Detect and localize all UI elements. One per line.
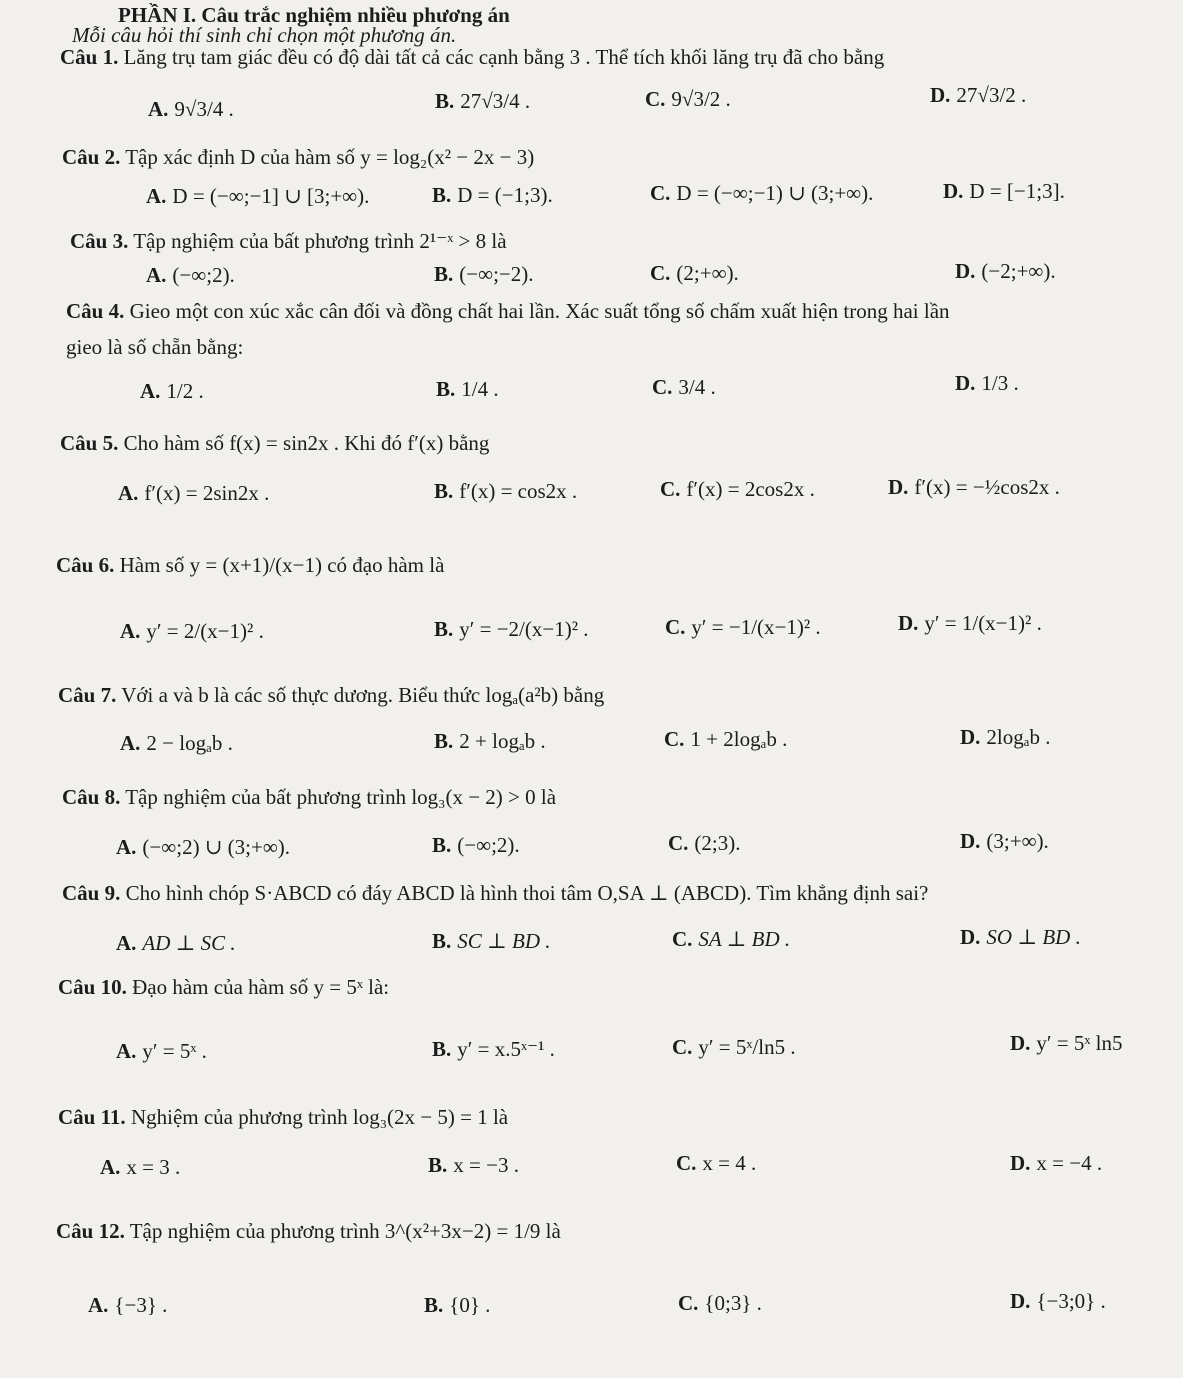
q1-option-c[interactable]: C. 9√3/2 . (645, 87, 731, 111)
q6-option-d[interactable]: D. y′ = 1/(x−1)² . (898, 611, 1042, 635)
q12-option-a[interactable]: A. {−3} . (88, 1293, 168, 1317)
q7-option-b[interactable]: B. 2 + logₐb . (434, 729, 546, 753)
question-4: Câu 4. Gieo một con xúc xắc cân đối và đồng chất hai lần. Xác suất tổng số chấm xuất hiện trong hai lần (66, 299, 950, 323)
q3-option-d[interactable]: D. (−2;+∞). (955, 259, 1056, 283)
q9-option-d[interactable]: D. SO ⊥ BD . (960, 925, 1081, 949)
q11-option-d[interactable]: D. x = −4 . (1010, 1151, 1103, 1175)
question-5: Câu 5. Cho hàm số f(x) = sin2x . Khi đó f′(x) bằng (60, 431, 490, 455)
q4-option-c[interactable]: C. 3/4 . (652, 375, 716, 399)
q7-option-c[interactable]: C. 1 + 2logₐb . (664, 727, 788, 751)
question-8: Câu 8. Tập nghiệm của bất phương trình log₃(x − 2) > 0 là (62, 785, 557, 809)
q8-option-d[interactable]: D. (3;+∞). (960, 829, 1049, 853)
q1-option-d[interactable]: D. 27√3/2 . (930, 83, 1027, 107)
q2-option-d[interactable]: D. D = [−1;3]. (943, 179, 1065, 203)
q2-option-b[interactable]: B. D = (−1;3). (432, 183, 553, 207)
q3-option-a[interactable]: A. (−∞;2). (146, 263, 235, 287)
q10-option-d[interactable]: D. y′ = 5ˣ ln5 (1010, 1031, 1123, 1055)
q2-option-a[interactable]: A. D = (−∞;−1] ∪ [3;+∞). (146, 184, 370, 208)
q11-option-c[interactable]: C. x = 4 . (676, 1151, 757, 1175)
part-heading: PHẦN I. Câu trắc nghiệm nhiều phương án (118, 3, 510, 27)
q1-option-b[interactable]: B. 27√3/4 . (435, 89, 531, 113)
question-10: Câu 10. Đạo hàm của hàm số y = 5ˣ là: (58, 975, 390, 999)
question-4-cont: gieo là số chẵn bằng: (66, 335, 244, 359)
q12-option-b[interactable]: B. {0} . (424, 1293, 491, 1317)
q1-option-a[interactable]: A. 9√3/4 . (148, 97, 234, 121)
q2-option-c[interactable]: C. D = (−∞;−1) ∪ (3;+∞). (650, 181, 874, 205)
q9-option-a[interactable]: A. AD ⊥ SC . (116, 931, 236, 955)
question-6: Câu 6. Hàm số y = (x+1)/(x−1) có đạo hàm là (56, 553, 445, 577)
q5-option-a[interactable]: A. f′(x) = 2sin2x . (118, 481, 270, 505)
question-9: Câu 9. Cho hình chóp S·ABCD có đáy ABCD là hình thoi tâm O,SA ⊥ (ABCD). Tìm khẳng định sai? (62, 881, 929, 905)
q8-option-a[interactable]: A. (−∞;2) ∪ (3;+∞). (116, 835, 291, 859)
q11-option-b[interactable]: B. x = −3 . (428, 1153, 519, 1177)
q3-option-b[interactable]: B. (−∞;−2). (434, 262, 534, 286)
q5-option-d[interactable]: D. f′(x) = −½cos2x . (888, 475, 1060, 499)
q4-option-d[interactable]: D. 1/3 . (955, 371, 1019, 395)
q12-option-d[interactable]: D. {−3;0} . (1010, 1289, 1106, 1313)
question-3: Câu 3. Tập nghiệm của bất phương trình 2¹⁻ˣ > 8 là (70, 229, 507, 253)
q11-option-a[interactable]: A. x = 3 . (100, 1155, 181, 1179)
q6-option-b[interactable]: B. y′ = −2/(x−1)² . (434, 617, 589, 641)
q8-option-b[interactable]: B. (−∞;2). (432, 833, 520, 857)
q10-option-c[interactable]: C. y′ = 5ˣ/ln5 . (672, 1035, 796, 1059)
q7-option-d[interactable]: D. 2logₐb . (960, 725, 1051, 749)
q12-option-c[interactable]: C. {0;3} . (678, 1291, 762, 1315)
q6-option-a[interactable]: A. y′ = 2/(x−1)² . (120, 619, 264, 643)
q5-option-b[interactable]: B. f′(x) = cos2x . (434, 479, 578, 503)
question-12: Câu 12. Tập nghiệm của phương trình 3^(x²+3x−2) = 1/9 là (56, 1219, 561, 1243)
question-1: Câu 1. Lăng trụ tam giác đều có độ dài tất cả các cạnh bằng 3 . Thể tích khối lăng trụ đã cho bằng (60, 45, 885, 69)
q8-option-c[interactable]: C. (2;3). (668, 831, 741, 855)
q9-option-c[interactable]: C. SA ⊥ BD . (672, 927, 791, 951)
q9-option-b[interactable]: B. SC ⊥ BD . (432, 929, 551, 953)
q10-option-a[interactable]: A. y′ = 5ˣ . (116, 1039, 207, 1063)
question-2: Câu 2. Tập xác định D của hàm số y = log₂(x² − 2x − 3) (62, 145, 535, 169)
instruction: Mỗi câu hỏi thí sinh chỉ chọn một phương án. (72, 23, 457, 47)
q4-option-b[interactable]: B. 1/4 . (436, 377, 499, 401)
q3-option-c[interactable]: C. (2;+∞). (650, 261, 739, 285)
q7-option-a[interactable]: A. 2 − logₐb . (120, 731, 233, 755)
question-11: Câu 11. Nghiệm của phương trình log₃(2x − 5) = 1 là (58, 1105, 509, 1129)
question-7: Câu 7. Với a và b là các số thực dương. Biểu thức logₐ(a²b) bằng (58, 683, 605, 707)
q10-option-b[interactable]: B. y′ = x.5ˣ⁻¹ . (432, 1037, 555, 1061)
q6-option-c[interactable]: C. y′ = −1/(x−1)² . (665, 615, 821, 639)
q5-option-c[interactable]: C. f′(x) = 2cos2x . (660, 477, 815, 501)
q4-option-a[interactable]: A. 1/2 . (140, 379, 204, 403)
